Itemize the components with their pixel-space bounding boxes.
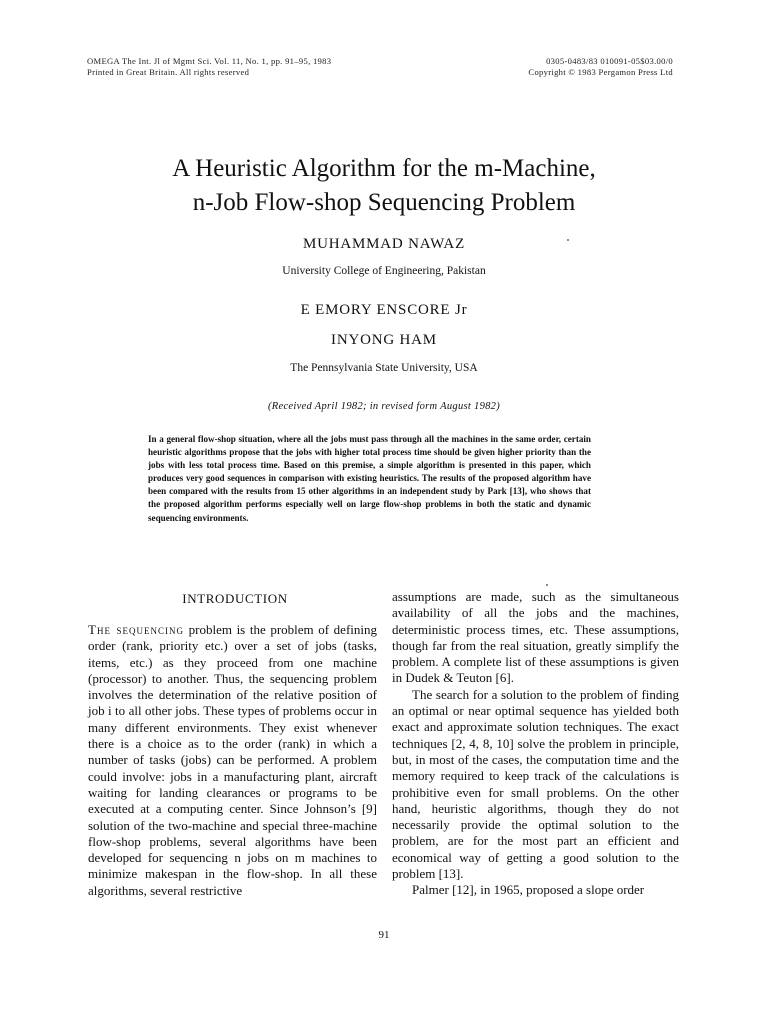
title-line-2: n-Job Flow-shop Sequencing Problem bbox=[192, 189, 576, 216]
copyright-line: Copyright © 1983 Pergamon Press Ltd bbox=[528, 67, 673, 77]
received-date: (Received April 1982; in revised form August 1982) bbox=[267, 401, 501, 412]
author-name: E EMORY ENSCORE Jr bbox=[300, 302, 468, 318]
abstract: In a general flow-shop situation, where all the jobs must pass through all the machines in the same order, certain heuristic algorithms propose that the jobs with higher total process time should be given higher priority than the jobs with less total process time. Based on this premise, a simple algorithm is presented in this paper, which produces very good sequences in comparison with existing heuristics. The results of the proposed algorithm have been compared with the results from 15 other algorithms in an independent study by Park [13], who shows that the proposed algorithm performs especially well on large flow-shop problems in both the static and dynamic sequencing environments. bbox=[148, 434, 591, 523]
body-paragraph: Palmer [12], in 1965, proposed a slope order bbox=[412, 882, 645, 898]
body-paragraph: assumptions are made, such as the simultaneous availability of all the jobs and the machines, deterministic process times, etc. These assumptions, though far from the real situation, greatly simplify the problem. A complete list of these assumptions is given in Dudek & Teuton [6]. bbox=[392, 589, 679, 686]
journal-printed-line: Printed in Great Britain. All rights reserved bbox=[87, 67, 250, 77]
journal-citation bbox=[87, 56, 331, 78]
section-heading: INTRODUCTION bbox=[182, 591, 288, 606]
body-paragraph: The search for a solution to the problem of finding an optimal or near optimal sequence has yielded both exact and approximate solution techniques. The exact techniques [2, 4, 8, 10] solve the problem in principle, but, in most of the cases, the computation time and the memory required to keep track of the calculations is prohibitive even for small problems. On the other hand, heuristic algorithms, though they do not necessarily provide the optimal solution to the problem, are for the most part an efficient and economical way of getting a good solution to the problem [13]. bbox=[392, 686, 679, 882]
issn-line: 0305-0483/83 010091-05$03.00/0 bbox=[546, 56, 673, 66]
author-name: INYONG HAM bbox=[331, 332, 437, 348]
author-affiliation: University College of Engineering, Pakistan bbox=[282, 265, 486, 277]
author-affiliation: The Pennsylvania State University, USA bbox=[290, 362, 478, 374]
paper-title bbox=[0, 152, 768, 220]
copyright-block bbox=[528, 56, 673, 78]
author-name: MUHAMMAD NAWAZ bbox=[302, 236, 466, 252]
lead-in-small-caps: The sequencing bbox=[88, 622, 185, 637]
paragraph-text: problem is the problem of defining order (rank, priority etc.) over a set of jobs (tasks, items, etc.) as they proceed from one machine (processor) to another. Thus, the sequencing problem involves the determination of the relative position of job i to all other jobs. These types of problems occur in many different environments. They exist whenever there is a choice as to the order (rank) in which a number of tasks (jobs) can be performed. A problem could involve: jobs in a manufacturing plant, aircraft waiting for landing clearances or programs to be executed at a computing center. Since Johnson’s [9] solution of the two-machine and special three-machine flow-shop problems, several algorithms have been developed for sequencing n jobs on m machines to minimize makespan in the flow-shop. In all these algorithms, several restrictive bbox=[88, 622, 377, 898]
page-number: 91 bbox=[378, 929, 390, 941]
scan-speck bbox=[546, 584, 548, 586]
body-paragraph bbox=[88, 622, 377, 899]
title-line-1: A Heuristic Algorithm for the m-Machine, bbox=[172, 155, 596, 182]
scan-speck bbox=[567, 239, 569, 241]
body-column-left bbox=[88, 622, 377, 899]
body-column-right bbox=[392, 589, 679, 899]
journal-citation-line: OMEGA The Int. Jl of Mgmt Sci. Vol. 11, No. 1, pp. 91–95, 1983 bbox=[87, 56, 332, 66]
